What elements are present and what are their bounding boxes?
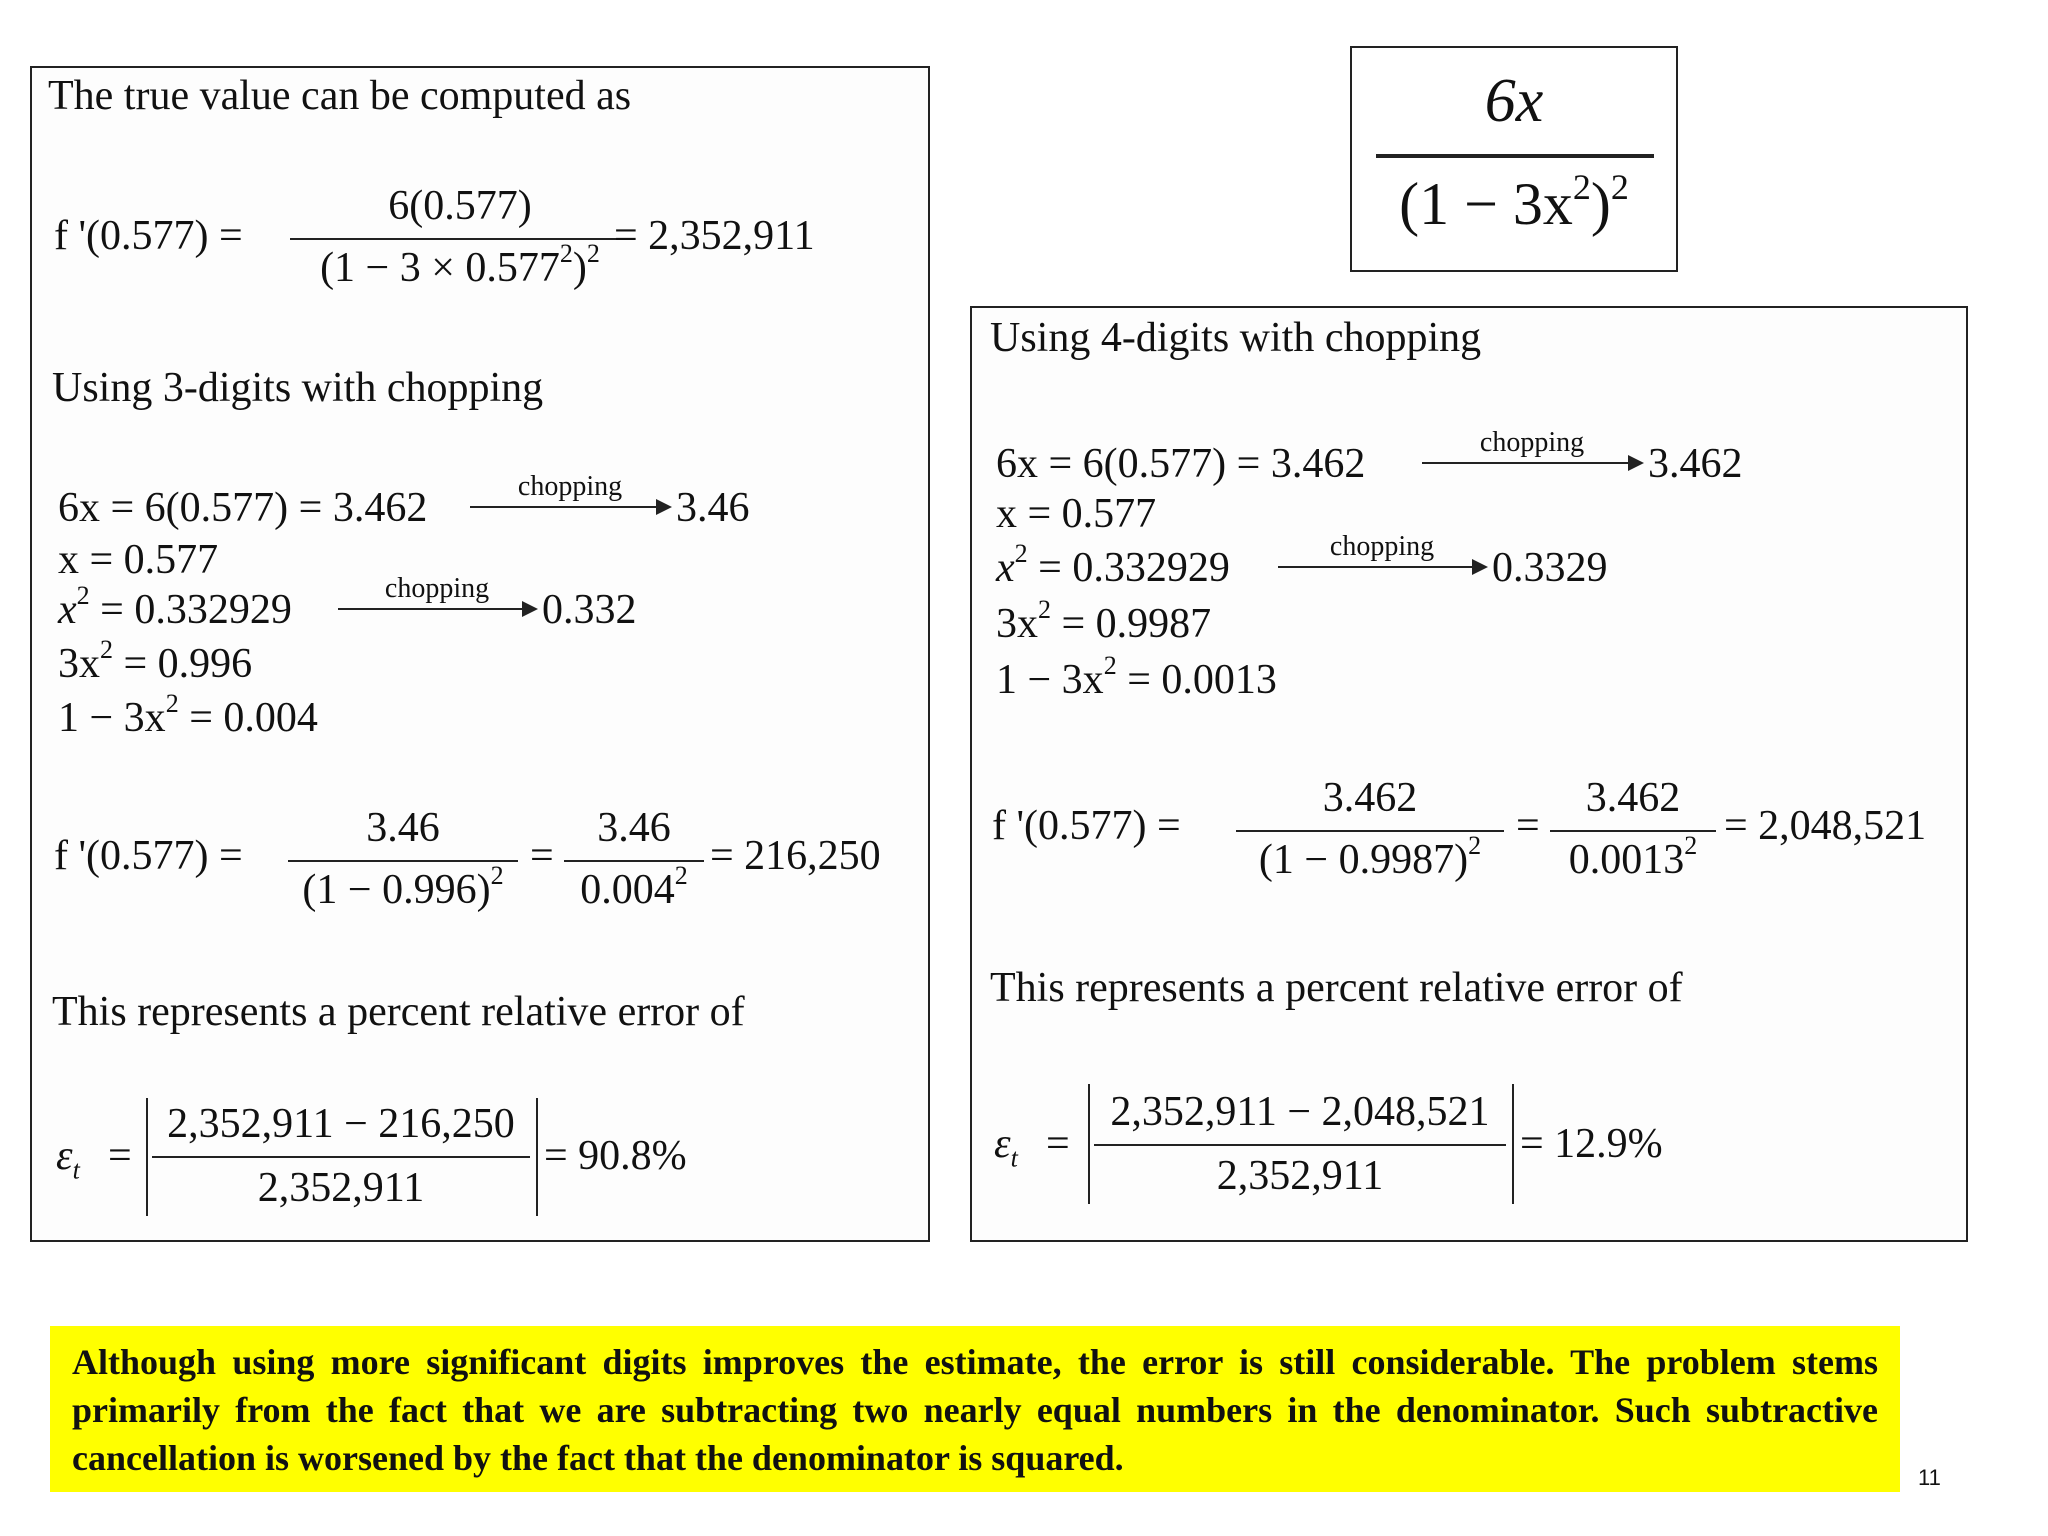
left-l4: [58, 635, 253, 688]
formula-bar: [1376, 154, 1654, 158]
left-l5-exp: 2: [165, 689, 179, 718]
right-l5-val: = 0.0013: [1116, 657, 1277, 703]
formula-den-close: ): [1590, 171, 1611, 237]
right-err-abs-left: [1088, 1084, 1090, 1204]
right-l3-arrow: [1278, 532, 1486, 568]
right-l3-var: x: [996, 545, 1015, 591]
left-deriv-den1-exp: 2: [490, 861, 504, 890]
left-l1-lhs: 6x = 6(0.577) = 3.462: [58, 485, 428, 531]
right-l5-pre: 1 − 3x: [996, 657, 1104, 703]
right-deriv-den1: [1236, 831, 1504, 884]
left-deriv-frac2: [564, 804, 704, 924]
left-l1-arrow-label: chopping: [517, 471, 623, 502]
left-l1-arrow: [470, 472, 670, 508]
left-deriv-den1: [288, 861, 518, 914]
left-l3-rhs: 0.332: [542, 587, 637, 633]
right-deriv-rhs: = 2,048,521: [1724, 803, 1927, 849]
left-l5-pre: 1 − 3x: [58, 695, 166, 741]
right-l4-pre: 3x: [996, 601, 1038, 647]
right-panel: [970, 306, 1968, 1242]
left-true-num: 6(0.577): [388, 183, 532, 229]
left-true-den-outer-exp: 2: [586, 239, 600, 268]
right-l2: x = 0.577: [996, 491, 1157, 537]
right-l1-arrow-label: chopping: [1479, 427, 1585, 458]
right-l3-val: = 0.332929: [1027, 545, 1230, 591]
right-err-eq: =: [1046, 1121, 1070, 1167]
left-err-eq: =: [108, 1133, 132, 1179]
right-l4-val: = 0.9987: [1051, 601, 1212, 647]
right-err-abs-right: [1512, 1084, 1514, 1204]
left-l3-arrow: [338, 574, 536, 610]
right-err-bar: [1094, 1144, 1506, 1146]
left-deriv-den1-text: (1 − 0.996): [302, 867, 491, 913]
left-l5: [58, 689, 318, 742]
left-true-den-close: ): [572, 245, 587, 291]
right-deriv-den2-exp: 2: [1684, 831, 1698, 860]
left-deriv-frac1: [288, 804, 518, 924]
left-heading-chop: Using 3-digits with chopping: [52, 365, 544, 411]
left-true-den-exp: 2: [559, 239, 573, 268]
formula-den-text: (1 − 3x: [1399, 171, 1573, 237]
left-error-text: This represents a percent relative error of: [52, 989, 745, 1035]
left-err-eps: ε: [56, 1133, 73, 1179]
right-deriv-lhs: f '(0.577) =: [992, 803, 1181, 849]
left-true-den-text: (1 − 3 × 0.577: [320, 245, 560, 291]
right-deriv-frac1: [1236, 774, 1504, 894]
right-deriv-den1-text: (1 − 0.9987): [1258, 837, 1469, 883]
left-true-rhs: = 2,352,911: [614, 213, 815, 259]
left-true-den: [290, 239, 630, 292]
left-err-sub: t: [72, 1155, 80, 1185]
right-l4: [996, 595, 1212, 648]
left-true-bar: [290, 238, 630, 240]
right-l1-lhs: 6x = 6(0.577) = 3.462: [996, 441, 1366, 487]
right-deriv-bar1: [1236, 830, 1504, 832]
left-err-num: 2,352,911 − 216,250: [167, 1101, 515, 1147]
left-err-frac: [152, 1100, 530, 1220]
left-deriv-lhs: f '(0.577) =: [54, 833, 243, 879]
left-l1-rhs: 3.46: [676, 485, 750, 531]
left-deriv-rhs: = 216,250: [710, 833, 881, 879]
right-deriv-frac2: [1550, 774, 1716, 894]
left-deriv-num2: 3.46: [597, 805, 671, 851]
right-err-lhs: [994, 1120, 1018, 1173]
right-err-eps: ε: [994, 1121, 1011, 1167]
right-deriv-den2-text: 0.0013: [1568, 837, 1685, 883]
right-deriv-num1: 3.462: [1322, 775, 1418, 821]
left-l3-var: x: [58, 587, 77, 633]
right-err-sub: t: [1010, 1143, 1018, 1173]
right-err-num: 2,352,911 − 2,048,521: [1110, 1089, 1490, 1135]
right-error-text: This represents a percent relative error of: [990, 965, 1683, 1011]
left-heading-true: The true value can be computed as: [48, 73, 632, 119]
left-l4-val: = 0.996: [113, 641, 253, 687]
left-l3-arrow-label: chopping: [384, 573, 490, 604]
left-l4-pre: 3x: [58, 641, 100, 687]
formula-numerator: 6x: [1484, 67, 1544, 135]
left-l3: [58, 581, 292, 634]
right-deriv-den2: [1550, 831, 1716, 884]
right-l3-arrow-shaft: [1278, 566, 1486, 568]
formula-box: [1350, 46, 1678, 272]
formula-den-outer-exp: 2: [1610, 167, 1629, 207]
page-number: 11: [1918, 1465, 1941, 1490]
left-err-abs-right: [536, 1098, 538, 1216]
left-l3-exp: 2: [76, 581, 90, 610]
left-err-rhs: = 90.8%: [544, 1133, 687, 1179]
right-deriv-num2: 3.462: [1585, 775, 1681, 821]
right-err-frac: [1094, 1088, 1506, 1208]
left-deriv-eq: =: [530, 833, 554, 879]
left-l4-exp: 2: [100, 635, 113, 664]
left-l2: x = 0.577: [58, 537, 219, 583]
left-err-den: 2,352,911: [257, 1165, 425, 1211]
right-l5: [996, 651, 1277, 704]
left-l3-val: = 0.332929: [89, 587, 292, 633]
left-l5-val: = 0.004: [178, 695, 318, 741]
right-l1-rhs: 3.462: [1648, 441, 1743, 487]
right-l1-arrow: [1422, 428, 1642, 464]
right-l4-exp: 2: [1038, 595, 1051, 624]
left-l1-arrow-shaft: [470, 506, 670, 508]
right-l3-rhs: 0.3329: [1492, 545, 1608, 591]
left-deriv-bar1: [288, 860, 518, 862]
left-true-fraction: [290, 182, 630, 302]
right-deriv-den1-exp: 2: [1468, 831, 1482, 860]
left-err-bar: [152, 1156, 530, 1158]
right-l1-arrow-shaft: [1422, 462, 1642, 464]
right-l5-exp: 2: [1103, 651, 1117, 680]
left-panel: [30, 66, 930, 1242]
left-l3-arrow-shaft: [338, 608, 536, 610]
left-err-abs-left: [146, 1098, 148, 1216]
formula-den-exp: 2: [1572, 167, 1591, 207]
formula-denominator: [1352, 167, 1676, 239]
left-deriv-den2: [564, 861, 704, 914]
right-l3: [996, 539, 1230, 592]
left-deriv-num1: 3.46: [366, 805, 440, 851]
left-deriv-den2-text: 0.004: [580, 867, 675, 913]
right-err-rhs: = 12.9%: [1520, 1121, 1663, 1167]
right-err-den: 2,352,911: [1216, 1153, 1384, 1199]
left-true-lhs: f '(0.577) =: [54, 213, 243, 259]
conclusion-note: Although using more significant digits improves the estimate, the error is still considerable. The problem stems primarily from the fact that we are subtracting two nearly equal numbers in the denominator. Such subtractive cancellation is worsened by the fact that the denominator is squared.: [50, 1326, 1900, 1492]
right-deriv-eq: =: [1516, 803, 1540, 849]
right-l3-exp: 2: [1014, 539, 1028, 568]
left-deriv-den2-exp: 2: [674, 861, 688, 890]
right-heading-chop: Using 4-digits with chopping: [990, 315, 1482, 361]
left-err-lhs: [56, 1132, 80, 1185]
right-l3-arrow-label: chopping: [1329, 531, 1435, 562]
